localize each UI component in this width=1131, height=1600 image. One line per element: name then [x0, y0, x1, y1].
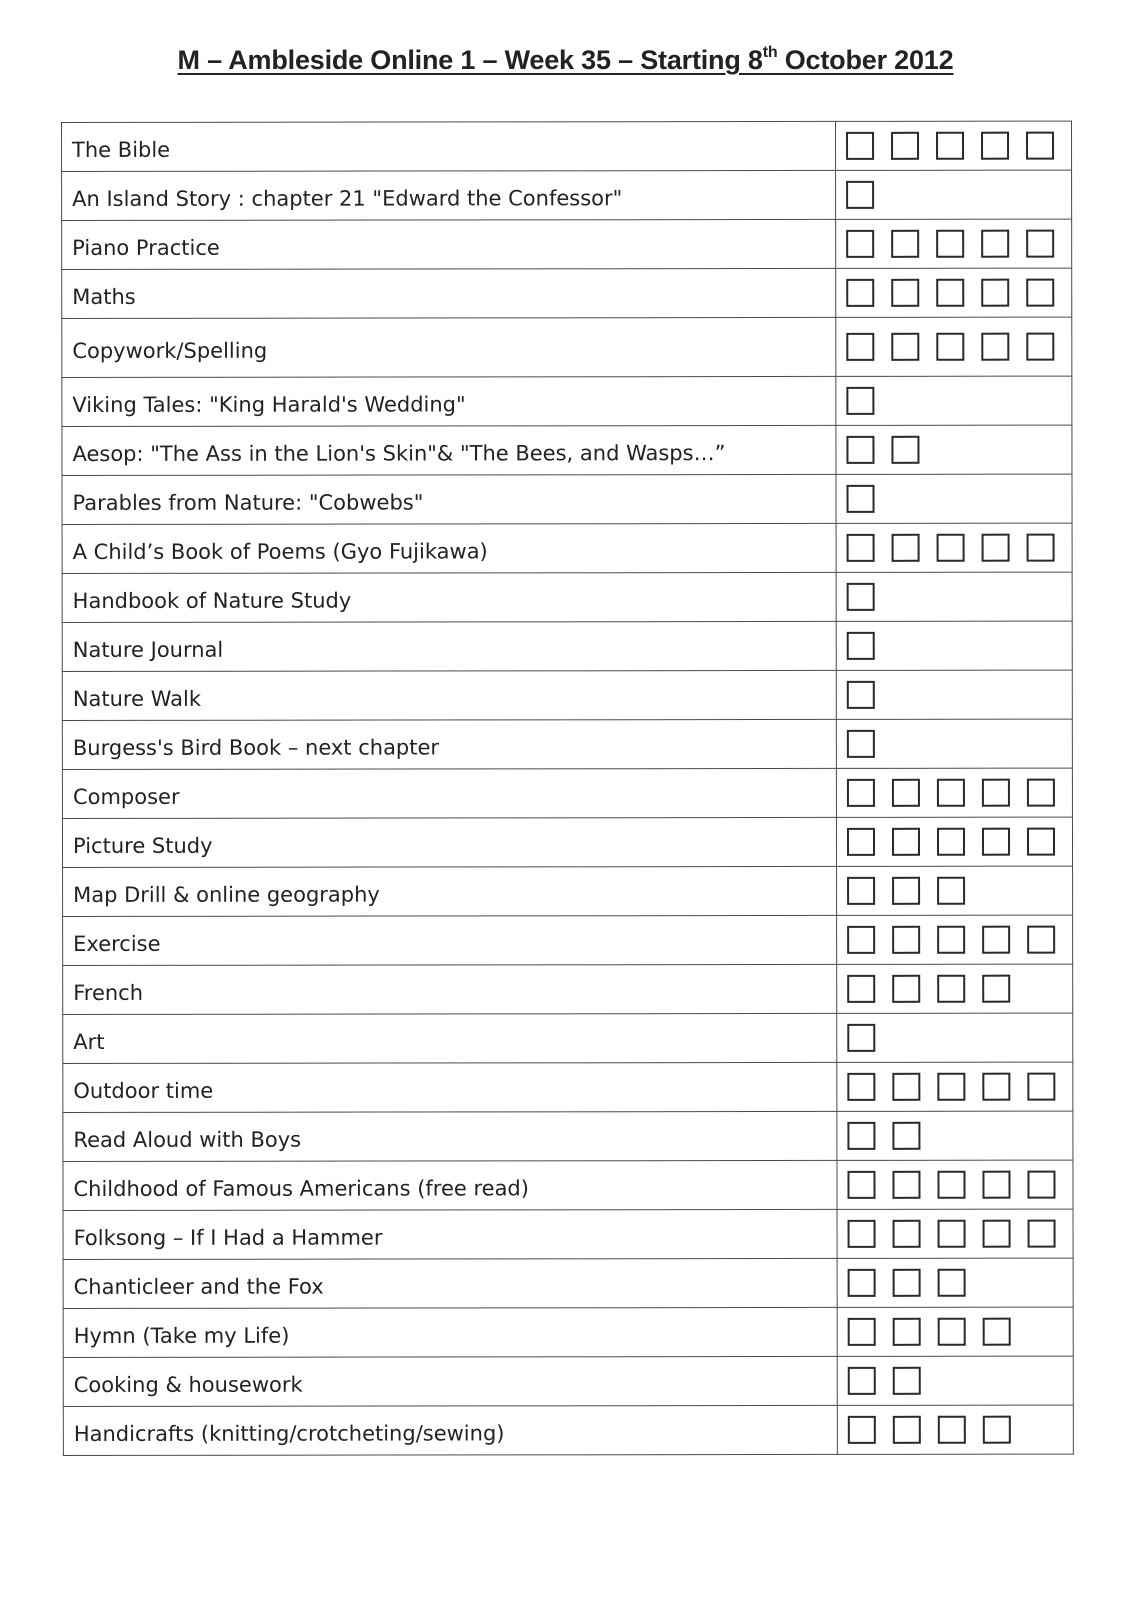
row-label: Childhood of Famous Americans (free read): [63, 1160, 837, 1210]
table-row: [62, 768, 1072, 818]
table-row: [62, 719, 1072, 769]
row-checkboxes: [836, 621, 1072, 670]
checkbox[interactable]: [846, 436, 874, 464]
row-label: Maths: [62, 268, 836, 318]
table-row: [62, 425, 1072, 475]
checkbox[interactable]: [848, 1269, 876, 1297]
row-checkboxes: [837, 1013, 1073, 1062]
row-label: Parables from Nature: "Cobwebs": [62, 474, 836, 524]
table-row: [62, 621, 1072, 671]
checkbox[interactable]: [892, 1171, 920, 1199]
table-row: [62, 670, 1072, 720]
row-label: Handicrafts (knitting/crotcheting/sewing): [63, 1405, 837, 1455]
checkbox[interactable]: [893, 1318, 921, 1346]
checkbox[interactable]: [892, 975, 920, 1003]
row-checkboxes: [837, 1405, 1073, 1454]
checkbox[interactable]: [848, 1416, 876, 1444]
checkbox[interactable]: [892, 1073, 920, 1101]
checkbox[interactable]: [847, 1024, 875, 1052]
checkbox[interactable]: [893, 1269, 921, 1297]
checkbox[interactable]: [847, 926, 875, 954]
row-label: Aesop: "The Ass in the Lion's Skin"& "The Bees, and Wasps…”: [62, 425, 836, 475]
checkbox[interactable]: [892, 828, 920, 856]
row-checkboxes: [836, 670, 1072, 719]
checkbox[interactable]: [847, 534, 875, 562]
checkbox[interactable]: [846, 181, 874, 209]
row-checkboxes: [837, 1307, 1073, 1356]
checkbox[interactable]: [847, 1122, 875, 1150]
table-row: [63, 1160, 1073, 1210]
row-label: The Bible: [62, 121, 836, 171]
checkbox[interactable]: [983, 1416, 1011, 1444]
checkbox[interactable]: [893, 1367, 921, 1395]
checkbox[interactable]: [891, 230, 919, 258]
row-label: Handbook of Nature Study: [62, 572, 836, 622]
checkbox[interactable]: [981, 132, 1009, 160]
checkbox[interactable]: [892, 877, 920, 905]
checkbox[interactable]: [937, 926, 965, 954]
checkbox[interactable]: [848, 1367, 876, 1395]
table-row: [63, 1356, 1073, 1406]
row-label: French: [63, 964, 837, 1014]
checkbox[interactable]: [847, 730, 875, 758]
checkbox[interactable]: [847, 485, 875, 513]
row-label: Cooking & housework: [63, 1356, 837, 1406]
table-row: [62, 572, 1072, 622]
row-checkboxes: [836, 719, 1072, 768]
checkbox[interactable]: [982, 1073, 1010, 1101]
checkbox[interactable]: [1027, 779, 1055, 807]
checkbox[interactable]: [937, 779, 965, 807]
checkbox[interactable]: [891, 333, 919, 361]
row-label: Composer: [62, 768, 836, 818]
table-row: [63, 1405, 1073, 1455]
checkbox[interactable]: [937, 877, 965, 905]
row-checkboxes: [837, 915, 1073, 964]
checkbox[interactable]: [937, 1073, 965, 1101]
checkbox[interactable]: [981, 279, 1009, 307]
table-row: [62, 376, 1072, 426]
title-superscript: th: [762, 44, 778, 61]
checkbox[interactable]: [982, 975, 1010, 1003]
checkbox[interactable]: [936, 132, 964, 160]
checkbox[interactable]: [893, 1416, 921, 1444]
checkbox[interactable]: [936, 279, 964, 307]
row-checkboxes: [836, 376, 1072, 425]
row-label: Nature Walk: [62, 670, 836, 720]
row-label: Viking Tales: "King Harald's Wedding": [62, 376, 836, 426]
checkbox[interactable]: [983, 1318, 1011, 1346]
row-label: Read Aloud with Boys: [63, 1111, 837, 1161]
checkbox[interactable]: [1026, 230, 1054, 258]
row-checkboxes: [836, 523, 1072, 572]
checkbox[interactable]: [937, 828, 965, 856]
row-checkboxes: [836, 170, 1072, 219]
checkbox[interactable]: [892, 1122, 920, 1150]
checkbox[interactable]: [847, 1073, 875, 1101]
checkbox[interactable]: [846, 333, 874, 361]
row-checkboxes: [835, 121, 1071, 170]
checkbox[interactable]: [892, 779, 920, 807]
checklist-table: [61, 121, 1074, 1456]
table-row: [62, 317, 1072, 377]
row-checkboxes: [836, 572, 1072, 621]
checkbox[interactable]: [1026, 132, 1054, 160]
checkbox[interactable]: [938, 1416, 966, 1444]
table-row: [63, 1258, 1073, 1308]
checkbox[interactable]: [1027, 534, 1055, 562]
checkbox[interactable]: [891, 436, 919, 464]
table-row: [63, 1209, 1073, 1259]
row-label: A Child’s Book of Poems (Gyo Fujikawa): [62, 523, 836, 573]
checkbox[interactable]: [1026, 279, 1054, 307]
row-label: Copywork/Spelling: [62, 317, 836, 377]
checkbox[interactable]: [847, 1171, 875, 1199]
checkbox[interactable]: [847, 583, 875, 611]
checkbox[interactable]: [846, 387, 874, 415]
table-row: [62, 523, 1072, 573]
checkbox[interactable]: [892, 534, 920, 562]
row-label: Nature Journal: [62, 621, 836, 671]
row-checkboxes: [836, 425, 1072, 474]
checklist-rows: [62, 121, 1074, 1455]
table-row: [62, 268, 1072, 318]
checkbox[interactable]: [847, 681, 875, 709]
checkbox[interactable]: [1026, 333, 1054, 361]
checkbox[interactable]: [983, 1220, 1011, 1248]
checkbox[interactable]: [981, 230, 1009, 258]
table-row: [62, 219, 1072, 269]
checkbox[interactable]: [938, 1269, 966, 1297]
table-row: [62, 121, 1072, 171]
checkbox[interactable]: [1027, 1073, 1055, 1101]
checkbox[interactable]: [937, 975, 965, 1003]
row-checkboxes: [836, 317, 1072, 376]
checkbox[interactable]: [847, 877, 875, 905]
row-label: An Island Story : chapter 21 "Edward the Confessor": [62, 170, 836, 220]
row-checkboxes: [836, 768, 1072, 817]
table-row: [63, 964, 1073, 1014]
checkbox[interactable]: [982, 828, 1010, 856]
title-text: [178, 45, 954, 75]
row-checkboxes: [836, 817, 1072, 866]
checkbox[interactable]: [847, 828, 875, 856]
row-label: Folksong – If I Had a Hammer: [63, 1209, 837, 1259]
row-checkboxes: [837, 1209, 1073, 1258]
row-checkboxes: [836, 268, 1072, 317]
title-prefix: M – Ambleside Online 1 – Week 35 – Starting 8: [177, 45, 763, 75]
row-label: Exercise: [63, 915, 837, 965]
table-row: [63, 915, 1073, 965]
checkbox[interactable]: [846, 230, 874, 258]
row-label: Art: [63, 1013, 837, 1063]
checkbox[interactable]: [846, 279, 874, 307]
checkbox[interactable]: [846, 132, 874, 160]
row-checkboxes: [837, 964, 1073, 1013]
table-row: [62, 474, 1072, 524]
row-checkboxes: [837, 1160, 1073, 1209]
row-checkboxes: [837, 1111, 1073, 1160]
checkbox[interactable]: [938, 1318, 966, 1346]
table-row: [62, 817, 1072, 867]
checkbox[interactable]: [847, 975, 875, 1003]
checkbox[interactable]: [936, 333, 964, 361]
row-label: Outdoor time: [63, 1062, 837, 1112]
checkbox[interactable]: [982, 779, 1010, 807]
checkbox[interactable]: [981, 333, 1009, 361]
table-row: [63, 866, 1073, 916]
row-checkboxes: [837, 1062, 1073, 1111]
row-label: Burgess's Bird Book – next chapter: [62, 719, 836, 769]
checkbox[interactable]: [937, 1171, 965, 1199]
checkbox[interactable]: [938, 1220, 966, 1248]
checkbox[interactable]: [847, 632, 875, 660]
row-checkboxes: [837, 1258, 1073, 1307]
checkbox[interactable]: [1027, 1171, 1055, 1199]
checkbox[interactable]: [1028, 1220, 1056, 1248]
checkbox[interactable]: [848, 1220, 876, 1248]
table-row: [63, 1013, 1073, 1063]
checkbox[interactable]: [847, 779, 875, 807]
table-row: [63, 1062, 1073, 1112]
checkbox[interactable]: [891, 279, 919, 307]
row-checkboxes: [837, 866, 1073, 915]
row-checkboxes: [836, 474, 1072, 523]
checkbox[interactable]: [893, 1220, 921, 1248]
row-label: Map Drill & online geography: [63, 866, 837, 916]
checkbox[interactable]: [937, 534, 965, 562]
checkbox[interactable]: [892, 926, 920, 954]
table-row: [63, 1307, 1073, 1357]
page-title: [0, 42, 1131, 78]
row-label: Hymn (Take my Life): [63, 1307, 837, 1357]
row-checkboxes: [836, 219, 1072, 268]
checkbox[interactable]: [936, 230, 964, 258]
row-label: Chanticleer and the Fox: [63, 1258, 837, 1308]
checkbox[interactable]: [1027, 828, 1055, 856]
checkbox[interactable]: [982, 1171, 1010, 1199]
checkbox[interactable]: [982, 534, 1010, 562]
checkbox[interactable]: [848, 1318, 876, 1346]
checkbox[interactable]: [891, 132, 919, 160]
checkbox[interactable]: [982, 926, 1010, 954]
checkbox[interactable]: [1027, 926, 1055, 954]
row-label: Picture Study: [62, 817, 836, 867]
title-suffix: October 2012: [777, 45, 954, 75]
table-row: [62, 170, 1072, 220]
table-row: [63, 1111, 1073, 1161]
row-checkboxes: [837, 1356, 1073, 1405]
row-label: Piano Practice: [62, 219, 836, 269]
